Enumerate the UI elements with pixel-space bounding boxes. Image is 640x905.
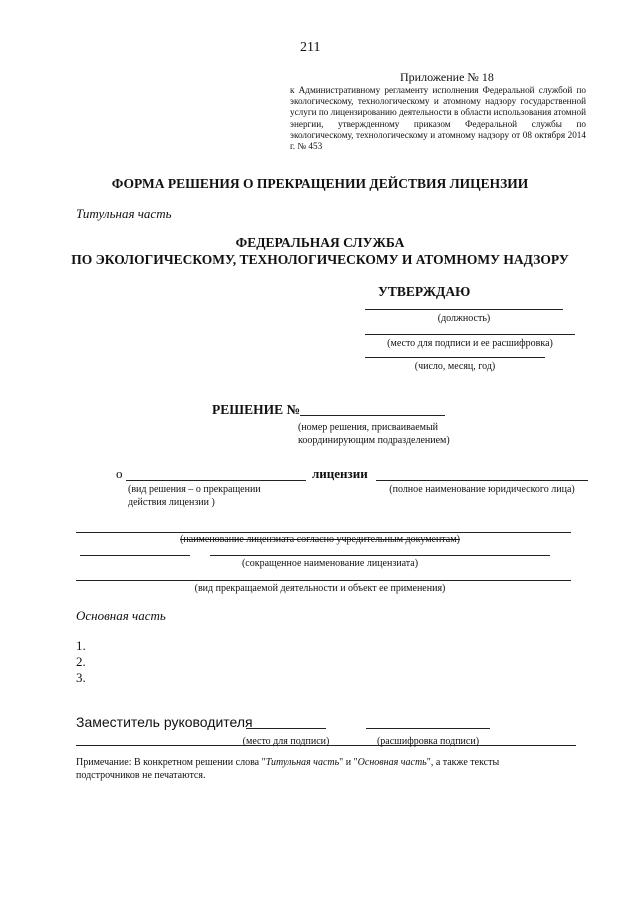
- legal-name-caption: (полное наименование юридического лица): [389, 484, 575, 495]
- note-word-2: Основная часть: [357, 757, 427, 768]
- agency-name: [0, 234, 640, 268]
- position-line: [365, 309, 563, 310]
- date-caption: (число, месяц, год): [414, 361, 496, 372]
- decision-kind-note-line-2: действия лицензии ): [128, 497, 215, 508]
- position-caption: (должность): [437, 313, 491, 324]
- decision-kind-note-line-1: (вид решения – о прекращении: [128, 484, 261, 495]
- list-item-3: 3.: [76, 670, 86, 685]
- agency-line-1: ФЕДЕРАЛЬНАЯ СЛУЖБА: [235, 235, 405, 250]
- list-item-2: 2.: [76, 654, 86, 669]
- decision-number-line: [300, 415, 445, 416]
- date-line: [365, 357, 545, 358]
- page-number: 211: [300, 40, 321, 55]
- decoding-caption: (расшифровка подписи): [376, 736, 480, 747]
- decision-kind-note: [128, 483, 298, 509]
- decision-number-note-line-2: координирующим подразделением): [298, 435, 450, 446]
- signature-caption: (место для подписи и ее расшифровка): [387, 338, 553, 349]
- licensee-name-line: [76, 532, 571, 533]
- note-prefix: Примечание: В конкретном решении слова ": [76, 757, 266, 768]
- note-middle: " и ": [339, 757, 358, 768]
- main-part-label: Основная часть: [76, 608, 166, 623]
- short-name-line-left: [80, 555, 190, 556]
- short-name-line-right: [210, 555, 550, 556]
- decision-number-note: [298, 421, 498, 447]
- appendix-title: Приложение № 18: [400, 70, 494, 84]
- legal-name-line: [376, 480, 588, 481]
- appendix-body: к Административному регламенту исполнения Федеральной службой по экологическому, технологическому и атомному надзору государственной услуги по лицензированию деятельности в области использования атомной энергии, утвержденному приказом Федеральной службы по экологическому, технологическому и атомному надзору от 08 октября 2014 г. № 453: [290, 85, 586, 152]
- form-title: ФОРМА РЕШЕНИЯ О ПРЕКРАЩЕНИИ ДЕЙСТВИЯ ЛИЦЕНЗИИ: [111, 176, 529, 191]
- activity-line: [76, 580, 571, 581]
- decision-kind-line: [126, 480, 306, 481]
- decision-word: РЕШЕНИЕ №: [212, 402, 301, 417]
- note-suffix: ", а также тексты подстрочников не печатаются.: [76, 757, 500, 781]
- list-item-1: 1.: [76, 638, 86, 653]
- decision-number-note-line-1: (номер решения, присваиваемый: [298, 422, 439, 433]
- approve-heading: УТВЕРЖДАЮ: [378, 284, 471, 299]
- short-name-caption: (сокращенное наименование лицензиата): [241, 558, 419, 569]
- deputy-label: Заместитель руководителя: [76, 714, 253, 730]
- activity-caption: (вид прекращаемой деятельности и объект ее применения): [194, 583, 446, 594]
- o-letter: о: [116, 466, 123, 481]
- note-word-1: Титульная часть: [265, 757, 340, 768]
- sign-place-line: [246, 728, 326, 729]
- decoding-line: [366, 728, 490, 729]
- license-word: лицензии: [312, 466, 368, 481]
- licensee-name-caption: (наименование лицензиата согласно учредительным документам): [180, 534, 460, 545]
- agency-line-2: ПО ЭКОЛОГИЧЕСКОМУ, ТЕХНОЛОГИЧЕСКОМУ И АТОМНОМУ НАДЗОРУ: [71, 252, 569, 267]
- title-part-label: Титульная часть: [76, 206, 172, 221]
- sign-place-caption: (место для подписи): [242, 736, 330, 747]
- signature-line: [365, 334, 575, 335]
- footnote: [76, 756, 556, 782]
